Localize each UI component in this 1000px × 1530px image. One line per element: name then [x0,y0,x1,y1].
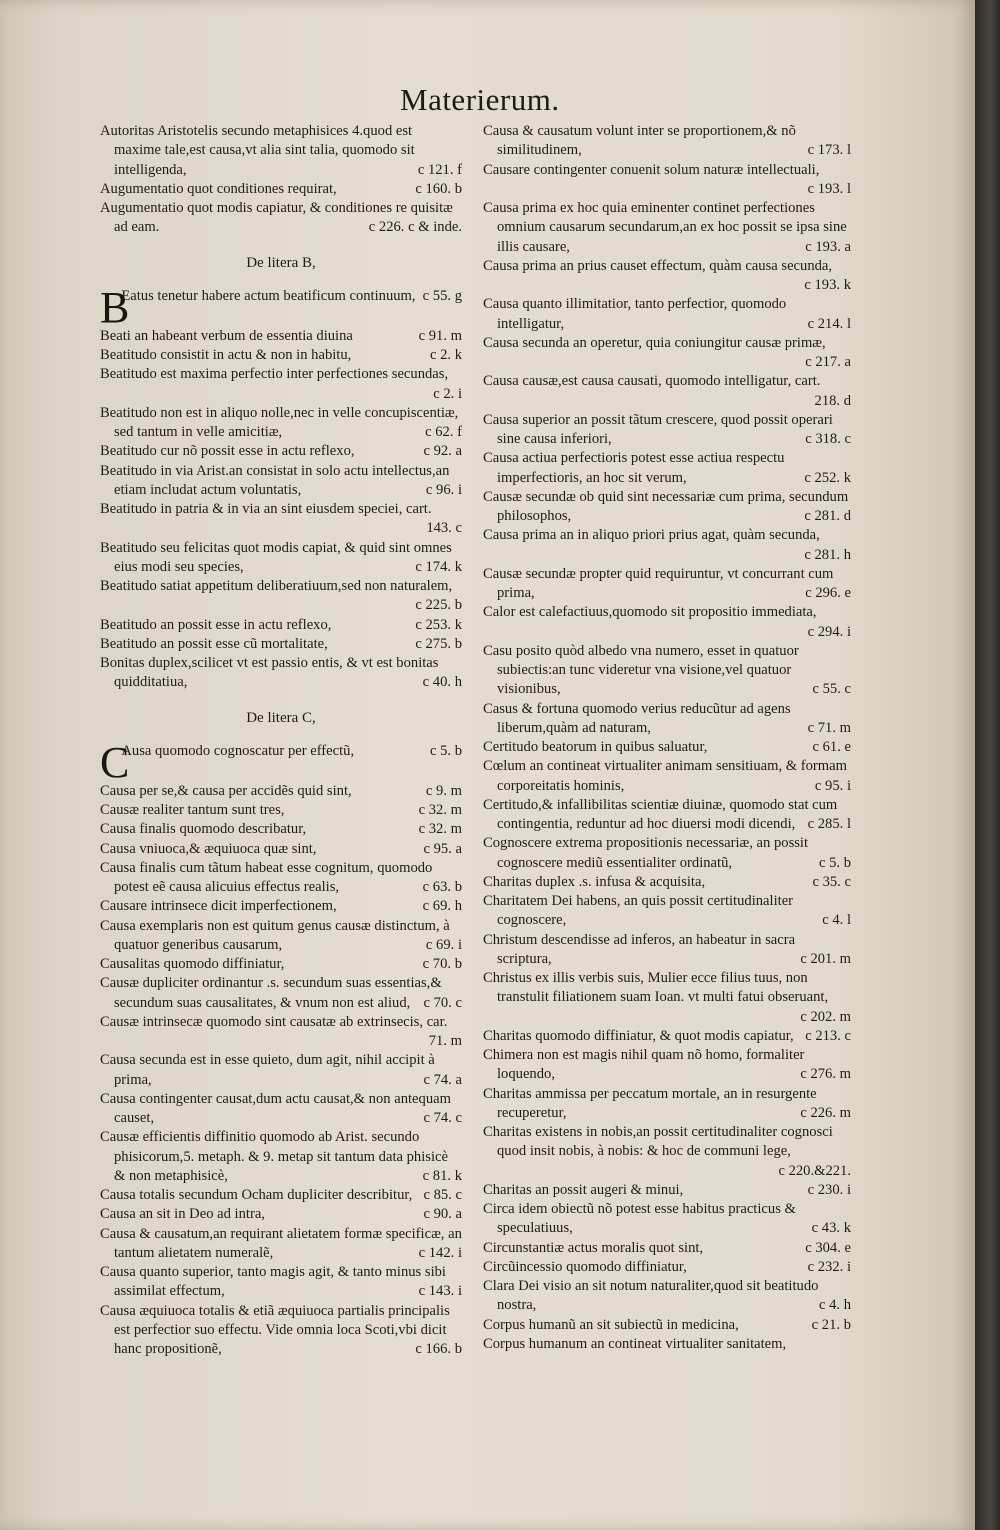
entry-text: Causa vniuoca,& æquiuoca quæ sint, [100,840,317,857]
index-entry [483,372,851,411]
entries-right [483,122,851,1354]
entry-reference: c 193. a [805,238,851,255]
entry-text: Causa quanto superior, tanto magis agit, & tanto minus sibi assimilat effectum, [100,1264,446,1300]
entries-c [100,737,462,1360]
entry-text: Corpus humanũ an sit subiectũ in medicina, [483,1316,739,1333]
entry-text: Charitatem Dei habens, an quis possit certitudinaliter cognoscere, [483,893,794,929]
entry-text: Beatitudo in via Arist.an consistat in solo actu intellectus,an etiam includat actum voluntatis, [100,462,450,498]
entry-text: Causa prima an prius causet effectum, quàm causa secunda, [483,257,833,274]
entry-reference: c 232. i [807,1258,851,1275]
entry-reference: c 40. h [422,674,462,691]
entry-reference: 143. c [426,520,462,537]
entry-text: Beatitudo consistit in actu & non in habitu, [100,347,352,363]
entries-a [100,122,462,238]
index-entry [100,1225,462,1264]
entry-reference: c 226. c & inde. [368,219,462,236]
index-entry [100,346,462,365]
left-column [100,122,462,1359]
entry-reference: c 91. m [418,327,462,344]
entry-reference: c 166. b [415,1341,462,1357]
entry-reference: c 275. b [415,635,462,652]
index-entry [100,974,462,1013]
entry-text: Causare intrinsece dicit imperfectionem, [100,898,337,915]
index-entry [100,737,462,787]
index-entry [100,654,462,693]
entry-text: Charitas an possit augeri & minui, [483,1181,684,1198]
entry-reference: c 2. i [433,385,462,402]
entry-text: Beatitudo an possit esse cũ mortalitate, [100,635,328,652]
entry-reference: 218. d [814,392,851,409]
entry-reference: c 252. k [804,469,851,486]
entry-reference: c 202. m [800,1008,851,1025]
entry-text: Circunstantiæ actus moralis quot sint, [483,1239,704,1256]
entry-text: Clara Dei visio an sit notum naturaliter,quod sit beatitudo nostra, [483,1278,819,1314]
entry-reference: c 55. g [422,287,462,304]
entry-text: Casu posito quòd albedo vna numero, esset in quatuor subiectis:an tunc videretur vna visione,vel quatuor visionibus, [483,642,799,698]
entry-text: Causæ efficientis diffinitio quomodo ab Arist. secundo phisicorum,5. metaph. & 9. metap sit tantum data phisicè & non metaphisicè, [100,1129,448,1184]
index-entry [483,1277,851,1316]
running-header: Materierum. [400,82,560,117]
index-entry [483,757,851,796]
entry-reference: c 81. k [422,1167,462,1184]
entry-reference: c 92. a [423,443,462,460]
entry-text: Causa finalis cum tãtum habeat esse cognitum, quomodo potest eẽ causa alicuius effectus realis, [100,859,433,895]
entry-text: Causa æquiuoca totalis & etiã æquiuoca partialis principalis est perfectior suo effectu. Vide omnia loca Scoti,vbi dicit hanc propositionẽ, [100,1302,450,1357]
index-entry [483,969,851,1027]
entry-text: Christum descendisse ad inferos, an habeatur in sacra scriptura, [483,931,796,967]
entry-text: Augumentatio quot modis capiatur, & conditiones re quisitæ ad eam. [100,200,453,236]
index-entry [483,700,851,739]
entries-b [100,282,462,693]
entry-text: Certitudo,& infallibilitas scientiæ diuinæ, quomodo stat cum contingentia, reduntur ad hoc diuersi modi dicendi, [483,796,838,832]
entry-text: Beatitudo seu felicitas quot modis capiat, & quid sint omnes eius modi seu species, [100,539,452,575]
index-entry [483,1027,851,1046]
entry-text: Causa prima ex hoc quia eminenter continet perfectiones omnium causarum secundarum,an ex hoc possit se ipsa sine illis causare, [483,200,847,255]
entry-text: Causa contingenter causat,dum actu causat,& non antequam causet, [100,1090,451,1126]
index-entry [100,635,462,654]
entry-text: Corpus humanum an contineat virtualiter sanitatem, [483,1335,787,1352]
entry-text: Causa finalis quomodo describatur, [100,821,307,838]
index-entry [100,782,462,801]
entry-text: Beatitudo cur nõ possit esse in actu reflexo, [100,443,355,460]
entry-text: Causa actiua perfectioris potest esse actiua respectu imperfectioris, an hoc sit verum, [483,450,785,486]
index-entry [483,257,851,296]
entry-reference: c 285. l [807,816,851,832]
entry-reference: c 253. k [415,616,462,633]
entry-text: Charitas quomodo diffiniatur, & quot modis capiatur, [483,1027,794,1044]
index-entry [483,1123,851,1181]
entry-reference: c 220.&221. [778,1162,851,1179]
index-entry [100,199,462,238]
entry-text: Causa secunda est in esse quieto, dum agit, nihil accipit à prima, [100,1052,435,1088]
entry-reference: c 225. b [415,597,462,614]
entry-text: Causæ secundæ propter quid requiruntur, vt concurrant cum prima, [483,565,834,601]
index-entry [483,1258,851,1277]
entry-reference: c 85. c [423,1187,462,1203]
index-entry [100,365,462,404]
index-entry [483,449,851,488]
index-entry [483,1046,851,1085]
entry-text: Cognoscere extrema propositionis necessariæ, an possit cognoscere mediũ essentialiter ordinatũ, [483,835,809,871]
entry-text: Causa & causatum volunt inter se proportionem,& nõ similitudinem, [483,123,796,159]
index-entry [483,642,851,700]
entry-text: Beatitudo est maxima perfectio inter perfectiones secundas, [100,366,449,383]
entry-text: Bonitas duplex,scilicet vt est passio entis, & vt est bonitas quidditatiua, [100,655,439,691]
index-entry [483,161,851,200]
entry-text: Causalitas quomodo diffiniatur, [100,956,285,972]
drop-cap: B [100,282,130,332]
index-entry [100,462,462,501]
entry-reference: c 32. m [418,821,462,838]
entry-reference: c 276. m [800,1066,851,1083]
index-entry [100,180,462,199]
entry-reference: c 226. m [800,1104,851,1121]
index-entry [483,1181,851,1200]
index-entry [100,820,462,839]
entry-text: Causa totalis secundum Ocham dupliciter describitur, [100,1187,413,1203]
entry-reference: c 5. b [818,854,851,871]
index-entry [100,840,462,859]
entry-reference: c 173. l [807,142,851,159]
entry-text: Charitas existens in nobis,an possit certitudinaliter cognosci quod insit nobis, à nobis: & hoc de communi lege, [483,1124,833,1160]
entry-text: Certitudo beatorum in quibus saluatur, [483,739,708,755]
index-entry [100,917,462,956]
entry-reference: c 217. a [805,354,851,370]
entry-text: Casus & fortuna quomodo verius reducũtur ad agens liberum,quàm ad naturam, [483,700,791,736]
entry-text: Beatitudo in patria & in via an sint eiusdem speciei, cart. [100,501,432,517]
entry-text: Causa prima an in aliquo priori prius agat, quàm secunda, [483,527,820,544]
index-entry [483,295,851,334]
entry-reference: c 281. d [804,508,851,524]
entry-reference: c 142. i [418,1244,462,1261]
index-entry [100,404,462,443]
entry-text: Beatitudo non est in aliquo nolle,nec in velle concupiscentiæ, sed tantum in velle amicitiæ, [100,404,459,440]
entry-reference: c 55. c [812,681,851,698]
index-entry [100,1205,462,1224]
entry-text: Causæ secundæ ob quid sint necessariæ cum prima, secundum philosophos, [483,488,849,524]
entry-reference: c 121. f [417,161,462,178]
index-entry [483,1239,851,1258]
index-entry [483,834,851,873]
index-entry [100,1263,462,1302]
entry-text: Charitas ammissa per peccatum mortale, an in resurgente recuperetur, [483,1085,817,1121]
index-entry [483,603,851,642]
index-entry [100,616,462,635]
entry-reference: c 43. k [811,1220,851,1237]
index-entry [100,859,462,898]
entry-text: Cœlum an contineat virtualiter animam sensitiuam, & formam corporeitatis hominis, [483,758,847,794]
entry-reference: c 62. f [425,424,462,440]
entry-reference: c 174. k [415,558,462,575]
index-entry [100,327,462,346]
entry-text: Charitas duplex .s. infusa & acquisita, [483,873,706,890]
entry-text: Circũincessio quomodo diffiniatur, [483,1258,687,1275]
entry-text: Causa quanto illimitatior, tanto perfectior, quomodo intelligatur, [483,296,787,332]
index-entry [100,539,462,578]
entry-text: Causa exemplaris non est quitum genus causæ distinctum, à quatuor generibus causarum, [100,917,450,953]
entry-text: Eatus tenetur habere actum beatificum continuum, [121,287,416,304]
entry-text: Causa causæ,est causa causati, quomodo intelligatur, cart. [483,373,821,390]
entry-text: Beati an habeant verbum de essentia diuina [100,327,353,344]
entry-reference: c 281. h [804,546,851,563]
entry-reference: c 95. i [814,777,851,794]
index-entry [483,1085,851,1124]
entry-reference: c 143. i [418,1283,462,1300]
entry-text: Causare contingenter conuenit solum naturæ intellectuali, [483,161,820,178]
entry-reference: c 5. b [429,742,462,759]
entry-reference: c 304. e [805,1239,851,1256]
index-entry [483,526,851,565]
entry-text: Autoritas Aristotelis secundo metaphisices 4.quod est maxime tale,est causa,vt alia sint talia, quomodo sit intelligenda, [100,123,415,178]
section-heading-c: De litera C, [246,709,316,726]
entry-reference: c 95. a [423,840,462,857]
index-entry [483,738,851,757]
entry-reference: c 90. a [423,1206,462,1223]
entry-reference: c 294. i [807,623,851,640]
drop-cap: C [100,737,130,787]
entry-text: Beatitudo an possit esse in actu reflexo, [100,616,332,633]
entry-text: Causæ dupliciter ordinantur .s. secundum suas essentias,& secundum suas causalitates, & vnum non est aliud, [100,975,442,1011]
index-entry [483,1335,851,1354]
entry-text: Causa secunda an operetur, quia coniungitur causæ primæ, [483,334,826,351]
index-entry [483,199,851,257]
right-column [483,122,851,1354]
entry-reference: c 74. c [423,1110,462,1126]
index-entry [483,1316,851,1335]
entry-reference: c 213. c [805,1027,851,1044]
index-entry [100,897,462,916]
index-entry [483,411,851,450]
index-entry [483,892,851,931]
entry-reference: c 21. b [811,1316,851,1333]
index-entry [100,1051,462,1090]
entry-reference: c 69. i [425,936,462,953]
index-entry [100,801,462,820]
entry-text: Causæ intrinsecæ quomodo sint causatæ ab extrinsecis, car. [100,1013,448,1030]
entry-reference: c 69. h [422,898,462,915]
entry-reference: c 70. c [423,994,462,1011]
entry-reference: c 160. b [415,180,462,197]
index-entry [483,796,851,835]
index-entry [100,955,462,974]
index-entry [100,1186,462,1205]
entry-reference: c 230. i [807,1181,851,1198]
entry-reference: c 32. m [418,802,462,818]
entry-text: Chimera non est magis nihil quam nõ homo, formaliter loquendo, [483,1047,805,1083]
index-entry [100,500,462,539]
index-entry [483,122,851,161]
entry-text: Causa & causatum,an requirant alietatem formæ specificæ, an tantum alietatem numeralẽ, [100,1225,462,1261]
entry-reference: c 71. m [807,719,851,736]
index-entry [100,1090,462,1129]
entry-reference: c 4. l [822,912,851,929]
entry-text: Calor est calefactiuus,quomodo sit propositio immediata, [483,604,817,621]
entry-reference: c 318. c [805,431,851,447]
index-entry [483,488,851,527]
entry-text: Christus ex illis verbis suis, Mulier ecce filius tuus, non transtulit filiationem suam Ioan. vt multi fatui obseruant, [483,970,829,1006]
entry-reference: 71. m [428,1033,462,1049]
entry-reference: c 201. m [800,950,851,967]
entry-text: Ausa quomodo cognoscatur per effectũ, [121,742,355,759]
index-entry [483,931,851,970]
entry-text: Circa idem obiectũ nõ potest esse habitus practicus & speculatiuus, [483,1201,796,1237]
index-entry [483,873,851,892]
entry-reference: c 35. c [812,873,851,890]
entry-text: Causa superior an possit tãtum crescere, quod possit operari sine causa inferiori, [483,411,833,447]
entry-text: Causa an sit in Deo ad intra, [100,1206,265,1223]
entry-reference: c 74. a [423,1071,462,1088]
index-entry [100,577,462,616]
entry-reference: c 9. m [425,782,462,799]
index-entry [100,442,462,461]
index-entry [100,1302,462,1360]
entry-text: Augumentatio quot conditiones requirat, [100,180,337,197]
entry-reference: c 296. e [805,585,851,601]
entry-reference: c 70. b [422,956,462,972]
entry-reference: c 96. i [425,481,462,498]
entry-reference: c 4. h [818,1297,851,1314]
index-entry [483,1200,851,1239]
index-entry [100,1128,462,1186]
section-heading-b: De litera B, [246,254,316,271]
entry-text: Causæ realiter tantum sunt tres, [100,802,285,818]
index-entry [100,1013,462,1052]
index-entry [100,122,462,180]
index-entry [483,565,851,604]
entry-reference: c 193. k [804,277,851,293]
entry-reference: c 2. k [429,347,462,363]
entry-reference: c 193. l [807,180,851,197]
entry-text: Beatitudo satiat appetitum deliberatiuum,sed non naturalem, [100,578,453,594]
book-edge [975,0,1000,1530]
entry-reference: c 63. b [422,879,462,895]
index-entry [483,334,851,373]
entry-text: Causa per se,& causa per accidẽs quid sint, [100,782,352,799]
entry-reference: c 214. l [807,315,851,332]
entry-reference: c 61. e [812,739,851,755]
index-entry [100,282,462,332]
